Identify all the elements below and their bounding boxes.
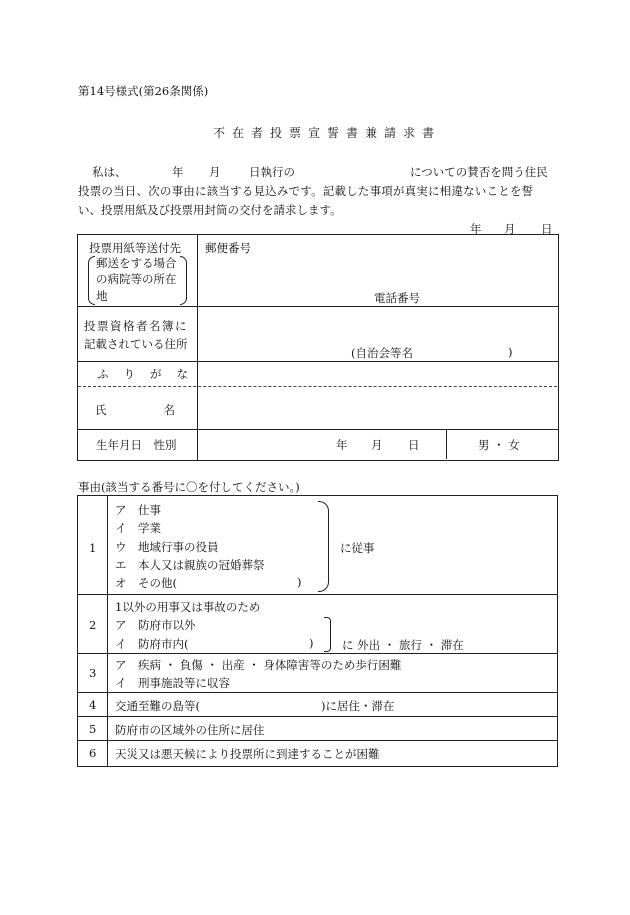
date-hi: 日 — [541, 222, 553, 236]
date-tsuki: 月 — [504, 222, 516, 236]
reason-heading: 事由(該当する番号に〇を付してください。) — [78, 480, 300, 494]
reason-1-item-u: ウ 地域行事の役員 — [115, 540, 219, 554]
reason-6-number: 6 — [89, 746, 97, 760]
reason-2-lead: 1以外の用事又は事故のため — [115, 600, 261, 614]
intro-watashi: 私は、 — [92, 165, 127, 179]
sendto-note-1: 郵送をする場合 — [96, 256, 177, 270]
reason-2-number: 2 — [89, 618, 97, 632]
postal-code-label: 郵便番号 — [205, 241, 251, 255]
sendto-bracket-right — [180, 256, 187, 305]
intro-line3: い、投票用紙及び投票用封筒の交付を請求します。 — [78, 203, 342, 217]
reason-2-item-i: イ 防府市内( — [115, 637, 189, 651]
jichikai-close: ) — [508, 345, 513, 359]
date-nen: 年 — [470, 222, 482, 236]
reason-2-suffix: に 外出 ・ 旅行 ・ 滞在 — [342, 638, 464, 652]
birth-hi: 日 — [408, 438, 420, 452]
reason-1-suffix: に従事 — [340, 541, 375, 555]
sex-options: 男 ・ 女 — [478, 438, 520, 452]
reason-1-item-i: イ 学業 — [115, 521, 161, 535]
intro-shikko: 日執行の — [249, 165, 295, 179]
furigana-divider — [78, 386, 557, 387]
reason-3-item-a: ア 疾病 ・ 負傷 ・ 出産 ・ 身体障害等のため歩行困難 — [115, 658, 402, 672]
reason-2-brace — [324, 617, 331, 652]
reason-3-item-i: イ 刑事施設等に収容 — [115, 676, 230, 690]
reason-5-number: 5 — [89, 722, 97, 736]
reason-2-item-i-close: ) — [309, 636, 314, 650]
birth-nen: 年 — [336, 438, 348, 452]
furigana-label: ふりがな — [97, 367, 203, 381]
reason-1-item-o-close: ) — [297, 575, 302, 589]
table1-vline — [197, 234, 198, 460]
reason-1-item-o: オ その他( — [115, 576, 177, 590]
registered-address-label-1: 投票資格者名簿に — [84, 319, 188, 333]
sendto-note-3: 地 — [96, 289, 108, 303]
reason-1-brace — [318, 501, 329, 592]
reason-4-number: 4 — [89, 698, 97, 712]
jichikai-label: (自治会等名 — [351, 346, 413, 360]
reason-6-text: 天災又は悪天候により投票所に到達することが困難 — [115, 747, 380, 761]
reason-4-suffix: )に居住・滞在 — [321, 699, 395, 713]
phone-label: 電話番号 — [374, 291, 420, 305]
intro-nen: 年 — [172, 165, 184, 179]
reason-table-vline — [107, 495, 108, 766]
sendto-note-2: の病院等の所在 — [96, 272, 177, 286]
intro-sanpi: についての賛否を問う住民 — [410, 165, 548, 179]
reason-3-number: 3 — [89, 666, 97, 680]
intro-line2: 投票の当日、次の事由に該当する見込みです。記載した事項が真実に相違ないことを誓 — [78, 184, 534, 198]
form-number: 第14号様式(第26条関係) — [78, 84, 209, 98]
birth-tsuki: 月 — [371, 438, 383, 452]
registered-address-label-2: 記載されている住所 — [84, 337, 188, 351]
reason-1-item-a: ア 仕事 — [115, 503, 161, 517]
sendto-bracket-left — [88, 256, 95, 305]
reason-2-item-a: ア 防府市以外 — [115, 618, 196, 632]
sendto-label: 投票用紙等送付先 — [89, 241, 181, 255]
reason-1-item-e: エ 本人又は親族の冠婚葬祭 — [115, 558, 265, 572]
reason-4-text: 交通至難の島等( — [115, 699, 200, 713]
reason-1-number: 1 — [89, 541, 97, 555]
intro-tsuki: 月 — [209, 165, 221, 179]
birth-sex-label: 生年月日 性別 — [96, 438, 177, 452]
form-title: 不在者投票宣誓書兼請求書 — [213, 126, 442, 140]
name-label: 氏名 — [95, 403, 232, 417]
reason-5-text: 防府市の区域外の住所に居住 — [115, 723, 265, 737]
